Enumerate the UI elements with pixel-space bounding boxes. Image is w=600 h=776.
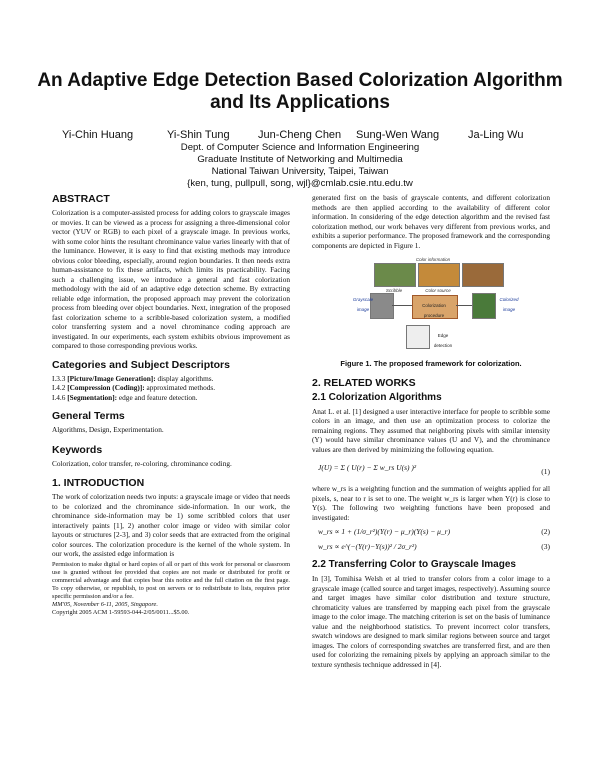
arrow-out <box>456 305 472 306</box>
category-name: [Segmentation]: <box>67 392 118 402</box>
edge-detection-image <box>406 325 430 349</box>
figure-label-right: Colorized image <box>499 297 519 312</box>
author-1: Yi-Chin Huang <box>62 129 134 141</box>
abstract-text: Colorization is a computer-assisted process for adding colors to grayscale images or movies. It can be viewed as a process for assigning a three-dimensional color vector (YUV or RGB) to each pixel of a grayscale image. In previous works, with some color hints the resultant chrominance value varies linearly with that of the luminance. However, it is easy to find that existing methods may introduce obvious color bleeding, especially, around region boundaries. It then needs extra human-assistance to fix these artifacts, which limits its practicability. Facing such a challenging issue, we introduce a general and fast colorization methodology with the aid of an adaptive edge detection scheme. By extracting reliable edge information, the proposed approach may prevent the colorization process from bleeding over object boundaries. Next, integration of the proposed fast colorization scheme to a scribble-based colorization system, a modified color transferring system and a novel chrominance coding approach are investigated. In our experiments, each system exhibits obvious improvement as compared to those corresponding previous works. <box>52 208 290 350</box>
affiliation-line-4: {ken, tung, pullpull, song, wjl}@cmlab.csie.ntu.edu.tw <box>187 178 413 189</box>
category-item-1 <box>52 374 290 384</box>
author-5: Ja-Ling Wu <box>468 129 524 141</box>
color-source-image <box>418 263 460 287</box>
subsection-2-2-heading: 2.2 Transferring Color to Grayscale Images <box>312 559 516 570</box>
author-4: Sung-Wen Wang <box>356 129 440 141</box>
category-code: I.4.6 <box>52 392 66 402</box>
colorized-image <box>472 293 496 319</box>
author-3: Jun-Cheng Chen <box>258 129 342 141</box>
figure-label-scribble: Scribble <box>385 288 403 293</box>
paper-title <box>20 70 580 114</box>
related-text-2: where w_rs is a weighting function and the summation of weights applied for all pixels, s, near to r is set to one. The weight w_rs is larger when Y(r) is close to Y(s). The following two weighting functions have been proposed and investigated: <box>312 484 550 522</box>
related-text-3: In [3], Tomihisa Welsh et al tried to transfer colors from a color image to a grayscale image (called source and target images, respectively). Assuming source and target images have similar color distribution and texture structure, chromaticity values are transferred by mapping each pixel from the grayscale image to the color image. The matching criterion is set on the basis of luminance value and the neighborhood statistics. To prevent incorrect color transfers, swatch windows are designed to mark similar regions between source and target images. The colors of corresponding swatches are transferred first, and are then used for colorizing the remaining pixels by applying an approach similar to the texture synthesis technique addressed in [4]. <box>312 574 550 669</box>
categories-heading: Categories and Subject Descriptors <box>52 358 230 371</box>
intro-continued-text: generated first on the basis of grayscale contents, and different colorization methods are then applied according to the availability of different color information. In considering of the edge detection algorithm and the revised fast colorization method, our work behaves very different from previous works, and exhibits a superior performance. The proposed framework and the corresponding components are depicted in Figure 1. <box>312 193 550 250</box>
general-terms-text: Algorithms, Design, Experimentation. <box>52 425 164 434</box>
permission-notice <box>52 561 290 617</box>
category-item-3 <box>52 393 290 403</box>
equation-1-number: (1) <box>541 467 550 476</box>
equation-3 <box>312 542 550 556</box>
affiliation <box>80 142 520 190</box>
left-column <box>52 193 290 617</box>
category-name: [Picture/Image Generation]: <box>67 373 156 383</box>
affiliation-line-3: National Taiwan University, Taipei, Taiwan <box>211 166 389 177</box>
general-terms-heading: General Terms <box>52 410 125 422</box>
title-line-1: An Adaptive Edge Detection Based Colorization Algorithm <box>37 70 563 91</box>
category-desc: edge and feature detection. <box>118 392 198 402</box>
right-column <box>312 193 550 674</box>
category-code: I.4.2 <box>52 383 66 392</box>
affiliation-line-2: Graduate Institute of Networking and Multimedia <box>197 154 403 165</box>
framework-figure <box>312 255 550 353</box>
equation-3-body: w_rs ∝ e^(−(Y(r)−Y(s))² / 2σ_r²) <box>318 542 417 551</box>
figure-label-left: Grayscale image <box>352 297 374 312</box>
color-seed-image <box>462 263 504 287</box>
category-name: [Compression (Coding)]: <box>67 383 145 392</box>
equation-2-number: (2) <box>541 527 550 536</box>
keywords-text: Colorization, color transfer, re-coloring, chrominance coding. <box>52 458 232 468</box>
category-item-2 <box>52 383 290 393</box>
category-desc: approximated methods. <box>146 383 216 392</box>
equation-3-number: (3) <box>541 542 550 551</box>
equation-2 <box>312 527 550 539</box>
abstract-heading: ABSTRACT <box>52 193 110 205</box>
equation-2-body: w_rs ∝ 1 + (1/σ_r²)(Y(r) − μ_r)(Y(s) − μ_r) <box>318 527 451 536</box>
subsection-2-1-heading: 2.1 Colorization Algorithms <box>312 391 442 403</box>
category-code: I.3.3 <box>52 373 66 383</box>
figure-caption: Figure 1. The proposed framework for colorization. <box>340 359 522 368</box>
affiliation-line-1: Dept. of Computer Science and Information Engineering <box>180 142 420 153</box>
venue-text: MM'05, November 6-11, 2005, Singapore. <box>52 600 158 608</box>
introduction-text: The work of colorization needs two inputs: a grayscale image or video that needs to be colorized and the chrominance side-information. In our work, the chrominance side-information may be 1) some scribbled colors that user interactively paints [1], 2) another color image or video with similar color layouts or structures [2-3], and 3) color seeds that are extracted from the original color sources. The colorization procedure is the kernel of the whole system. In our work, the assisted edge information is <box>52 492 290 558</box>
figure-label-source: Color source <box>425 288 451 293</box>
keywords-heading: Keywords <box>52 443 103 456</box>
scribble-image <box>374 263 416 287</box>
related-text-1: Anat L. et al. [1] designed a user interactive interface for people to scribble some colors in an image, and then use an optimization process to colorize the remaining regions. They assumed that neighboring pixels with similar intensity (Y) would have similar chrominance values (U and V), and the chrominance values are then derived by minimizing the following equation. <box>312 406 550 454</box>
title-line-2: and Its Applications <box>210 92 390 113</box>
permission-text: Permission to make digital or hard copies of all or part of this work for personal or classroom use is granted without fee provided that copies are not made or distributed for profit or commercial advantage and that copies bear this notice and the full citation on the first page. To copy otherwise, or republish, to post on servers or to redistribute to lists, requires prior specific permission and/or a fee. <box>52 560 290 600</box>
equation-1 <box>312 459 550 481</box>
figure-label-top: Color information <box>415 257 451 262</box>
equation-1-body: J(U) = Σ ( U(r) − Σ w_rs U(s) )² <box>318 463 417 472</box>
related-works-heading: 2. RELATED WORKS <box>312 376 416 389</box>
figure-label-center: Colorization procedure <box>422 303 446 318</box>
arrow-in <box>392 305 412 306</box>
author-2: Yi-Shin Tung <box>167 129 230 141</box>
copyright-text: Copyright 2005 ACM 1-59593-044-2/05/0011...$5.00. <box>52 608 190 616</box>
introduction-heading: 1. INTRODUCTION <box>52 477 145 489</box>
category-desc: display algorithms. <box>157 373 214 383</box>
figure-label-bottom: Edge detection <box>433 333 453 348</box>
